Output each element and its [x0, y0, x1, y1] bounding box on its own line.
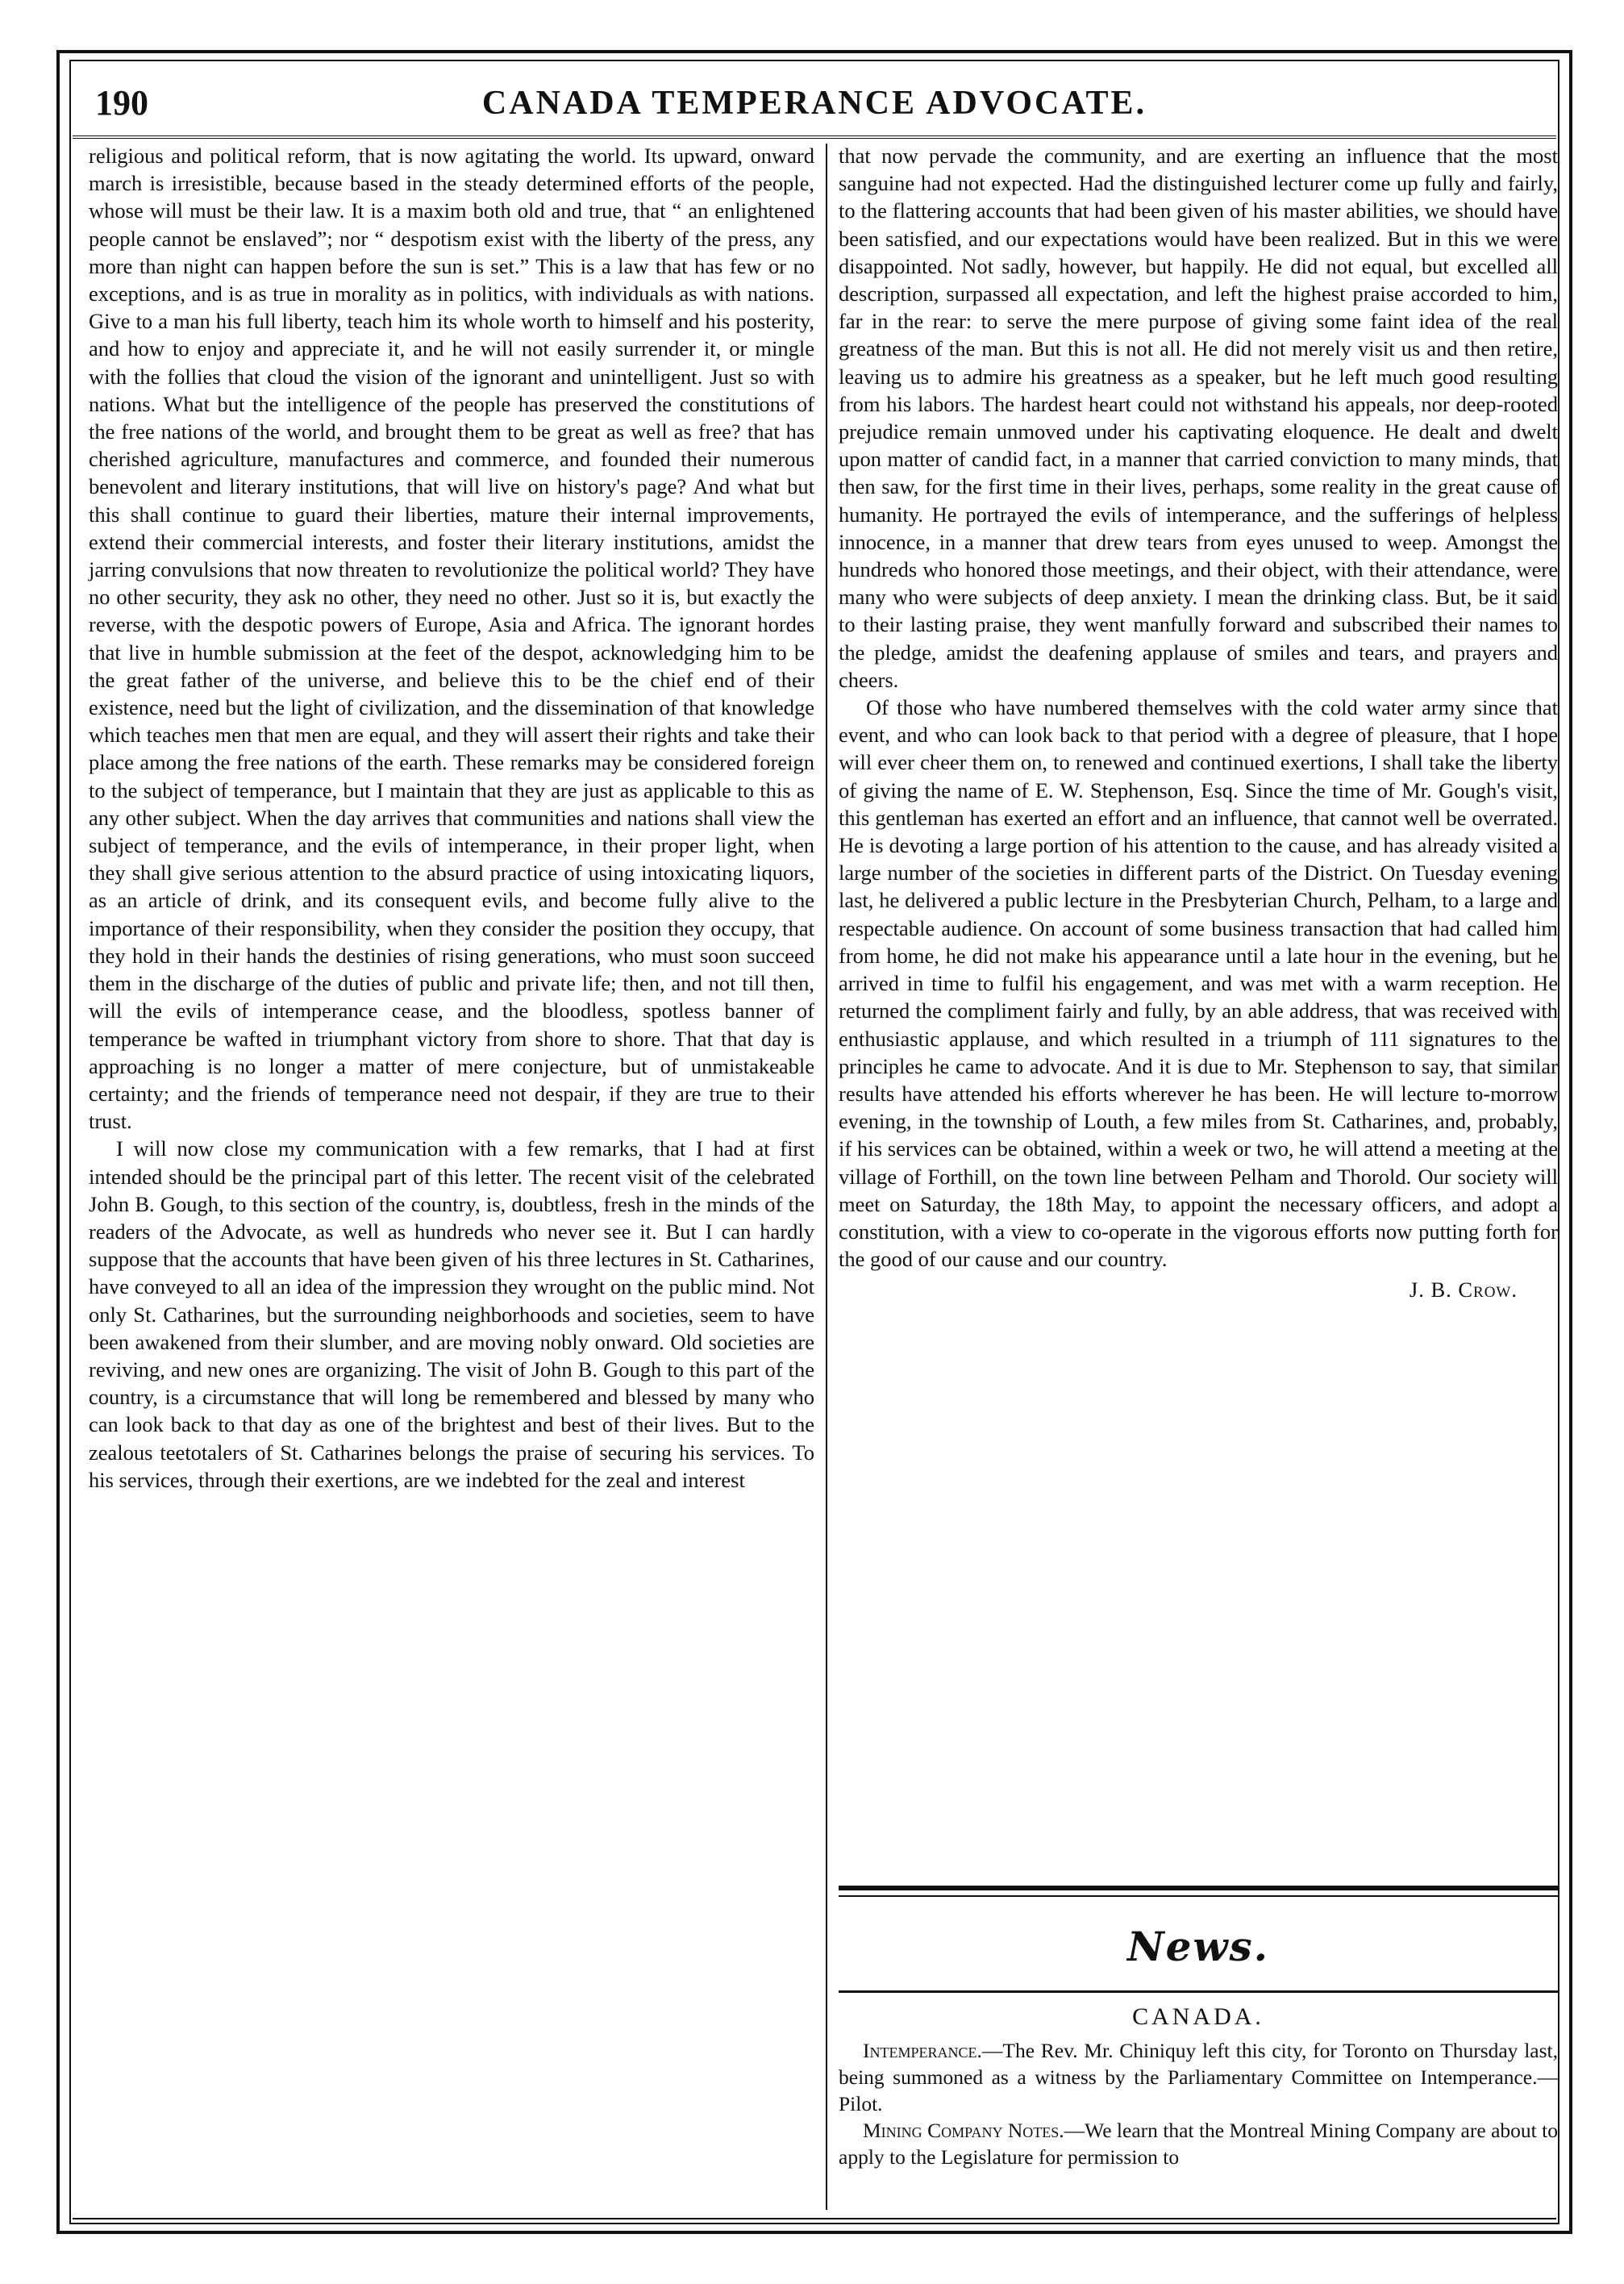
news-rule-thin [839, 1895, 1558, 1897]
news-item-text: —We learn that the Montreal Mining Company are about to apply to the Legislature for permission to [839, 2119, 1558, 2169]
page-title: CANADA TEMPERANCE ADVOCATE. [481, 85, 1147, 122]
right-paragraph-1: that now pervade the community, and are exerting an influence that the most sanguine had not expected. Had the distinguished lecturer come up fully and fairly, to the flattering accounts that had been given of his master abilities, we should have been satisfied, and our expectations would have been realized. But in this we were disappointed. Not sadly, however, but happily. He did not equal, but excelled all description, surpassed all expectation, and left the highest praise accorded to him, far in the rear: to serve the mere purpose of giving some faint idea of the real greatness of the man. But this is not all. He did not merely visit us and then retire, leaving us to admire his greatness as a speaker, but he left much good resulting from his labors. The hardest heart could not withstand his appeals, nor deep-rooted prejudice remain unmoved under his captivating eloquence. He dealt and dwelt upon matter of candid fact, in a manner that carried conviction to many minds, that then saw, for the first time in their lives, perhaps, some reality in the great cause of humanity. He portrayed the evils of intemperance, and the sufferings of helpless innocence, in a manner that drew tears from eyes unused to weep. Amongst the hundreds who honored those meetings, and their object, with their attendance, were many who were subjects of deep anxiety. I mean the drinking class. But, be it said to their lasting praise, they went manfully forward and subscribed their names to the pledge, amidst the deafening applause of smiles and tears, and prayers and cheers. [839, 144, 1558, 692]
signature [839, 1276, 1558, 1303]
header-rule [73, 135, 1556, 139]
right-paragraph-2: Of those who have numbered themselves with the cold water army since that event, and who can look back to that period with a degree of pleasure, that I hope will ever cheer them on, to renewed and continued exertions, I shall take the liberty of giving the name of E. W. Stephenson, Esq. Since the time of Mr. Gough's visit, this gentleman has exerted an effort and an influence, that cannot well be overrated. He is devoting a large portion of his attention to the cause, and has already visited a large number of the societies in different parts of the District. On Tuesday evening last, he delivered a public lecture in the Presbyterian Church, Pelham, to a large and respectable audience. On account of some business transaction that had called him from home, he did not make his appearance until a late hour in the evening, but he arrived in time to fulfil his engagement, and was met with a warm reception. He returned the compliment fairly and fully, by an able address, that was received with enthusiastic applause, and which resulted in a triumph of 111 signatures to the principles he came to advocate. And it is due to Mr. Stephenson to say, that similar results have attended his efforts wherever he has been. He will lecture to-morrow evening, in the township of Louth, a few miles from St. Catharines, and, probably, if his services can be obtained, within a week or two, he will attend a meeting at the village of Forthill, on the town line between Pelham and Thorold. Our society will meet on Saturday, the 18th May, to appoint the necessary officers, and adopt a constitution, with a view to co-operate in the vigorous efforts now putting forth for the good of our cause and our country. [839, 695, 1558, 1272]
left-column [89, 142, 814, 1494]
right-column [839, 142, 1558, 1304]
canada-section-heading: CANADA. [1132, 2003, 1264, 2030]
left-paragraph-2: I will now close my communication with a few remarks, that I had at first intended should be the principal part of this letter. The recent visit of the celebrated John B. Gough, to this section of the country, is, doubtless, fresh in the minds of the readers of the Advocate, as well as hundreds who never see it. But I can hardly suppose that the accounts that have been given of his three lectures in St. Catharines, have conveyed to all an idea of the impression they wrought on the public mind. Not only St. Catharines, but the surrounding neighborhoods and societies, seem to have been awakened from their slumber, and are moving nobly onward. Old societies are reviving, and new ones are organizing. The visit of John B. Gough to this part of the country, is a circumstance that will long be remembered and blessed by many who can look back to that day as one of the brightest and best of their lives. But to the zealous teetotalers of St. Catharines belongs the praise of securing his services. To his services, through their exertions, are we indebted for the zeal and interest [89, 1136, 814, 1492]
news-item-lead: Mining Company Notes. [863, 2119, 1064, 2142]
page-number: 190 [95, 83, 148, 123]
news-item [839, 2037, 1558, 2117]
page-header [81, 77, 1548, 134]
news-heading: News. [1126, 1923, 1270, 1970]
signature-name: J. B. Crow. [1409, 1277, 1518, 1302]
news-item [839, 2117, 1558, 2170]
column-divider [826, 144, 827, 2210]
bottom-rule [73, 2218, 1556, 2219]
news-rule-thick [839, 1886, 1558, 1890]
news-item-text: —The Rev. Mr. Chiniquy left this city, for Toronto on Thursday last, being summoned as a witness by the Parliamentary Committee on Intemperance.—Pilot. [839, 2039, 1558, 2115]
news-item-lead: Intemperance. [863, 2039, 982, 2062]
news-heading-rule [839, 1990, 1558, 1993]
left-paragraph-1: religious and political reform, that is now agitating the world. Its upward, onward march is irresistible, because based in the steady determined efforts of the people, whose will must be their law. It is a maxim both old and true, that “ an enlightened people cannot be enslaved”; nor “ despotism exist with the liberty of the press, any more than night can happen before the sun is set.” This is a law that has few or no exceptions, and is as true in morality as in politics, with individuals as with nations. Give to a man his full liberty, teach him its whole worth to himself and his posterity, and how to enjoy and appreciate it, and he will not easily surrender it, or mingle with the follies that cloud the vision of the ignorant and unintelligent. Just so with nations. What but the intelligence of the people has preserved the constitutions of the free nations of the world, and brought them to be great as well as free? that has cherished agriculture, manufactures and commerce, and founded their numerous benevolent and literary institutions, that will live on history's page? And what but this shall continue to guard their liberties, mature their internal improvements, extend their commercial interests, and foster their literary institutions, amidst the jarring convulsions that now threaten to revolutionize the political world? They have no other security, they ask no other, they need no other. Just so it is, but exactly the reverse, with the despotic powers of Europe, Asia and Africa. The ignorant hordes that live in humble submission at the feet of the despot, acknowledging him to be the great father of the universe, and believe this to be the chief end of their existence, need but the light of civilization, and the dissemination of that knowledge which teaches men that men are equal, and they will assert their rights and take their place among the free nations of the earth. These remarks may be considered foreign to the subject of temperance, but I maintain that they are just as applicable to this as any other subject. When the day arrives that communities and nations shall view the subject of temperance, and the evils of intemperance, in their proper light, when they shall give serious attention to the absurd practice of using intoxicating liquors, as an article of drink, and its consequent evils, and become fully alive to the importance of their responsibility, when they consider the position they occupy, that they hold in their hands the destinies of rising generations, who must soon succeed them in the discharge of the duties of public and private life; then, and not till then, will the evils of intemperance cease, and the bloodless, spotless banner of temperance be wafted in triumphant victory from shore to shore. That that day is approaching is no longer a matter of mere conjecture, but of unmistakeable certainty; and the friends of temperance need not despair, if they are true to their trust. [89, 144, 814, 1134]
news-items [839, 2037, 1558, 2170]
